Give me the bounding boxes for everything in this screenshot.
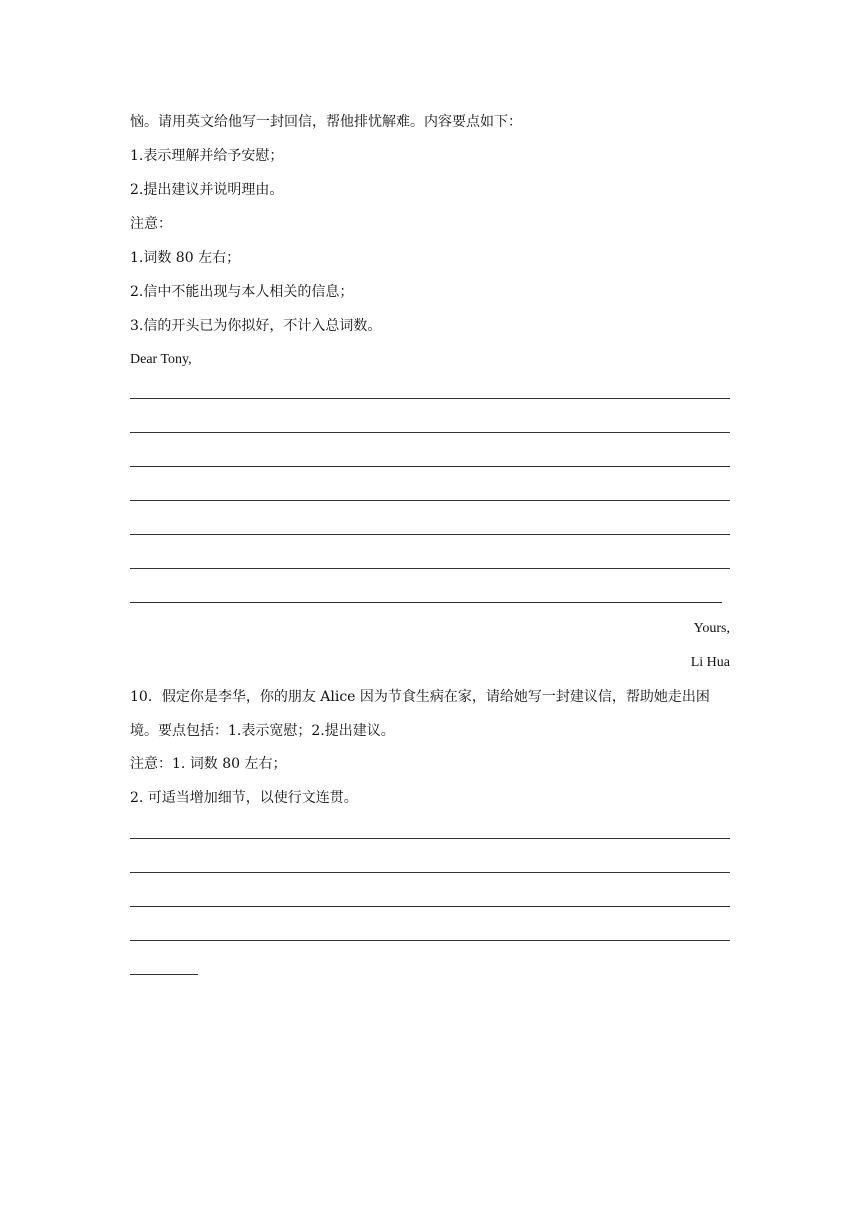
q9-note-title: 注意： (130, 216, 172, 232)
writing-line (130, 398, 730, 399)
writing-line (130, 872, 730, 873)
writing-line (130, 534, 730, 535)
writing-line (130, 906, 730, 907)
writing-line (130, 974, 198, 975)
q9-intro-tail: 恼。请用英文给他写一封回信，帮他排忧解难。内容要点如下： (130, 114, 522, 130)
writing-line (130, 602, 722, 603)
q9-signature: Li Hua (690, 655, 730, 670)
q10-note-line-1: 注意：1. 词数 80 左右； (130, 756, 287, 772)
q10-prompt: 10．假定你是李华，你的朋友 Alice 因为节食生病在家，请给她写一封建议信，帮助她走出困境。要点包括：1.表示宽慰；2.提出建议。 (130, 689, 710, 739)
q9-note-1: 1.词数 80 左右； (130, 250, 241, 266)
q9-point-1: 1.表示理解并给予安慰； (130, 148, 284, 164)
writing-line (130, 466, 730, 467)
q9-closing: Yours, (693, 621, 730, 636)
writing-line (130, 568, 730, 569)
q10-note-line-2: 2. 可适当增加细节，以使行文连贯。 (130, 790, 358, 806)
writing-line (130, 838, 730, 839)
writing-line (130, 432, 730, 433)
writing-line (130, 500, 730, 501)
q9-note-3: 3.信的开头已为你拟好，不计入总词数。 (130, 318, 382, 334)
writing-line (130, 940, 730, 941)
q9-point-2: 2.提出建议并说明理由。 (130, 182, 284, 198)
q9-note-2: 2.信中不能出现与本人相关的信息； (130, 284, 354, 300)
q9-salutation: Dear Tony, (130, 352, 192, 367)
